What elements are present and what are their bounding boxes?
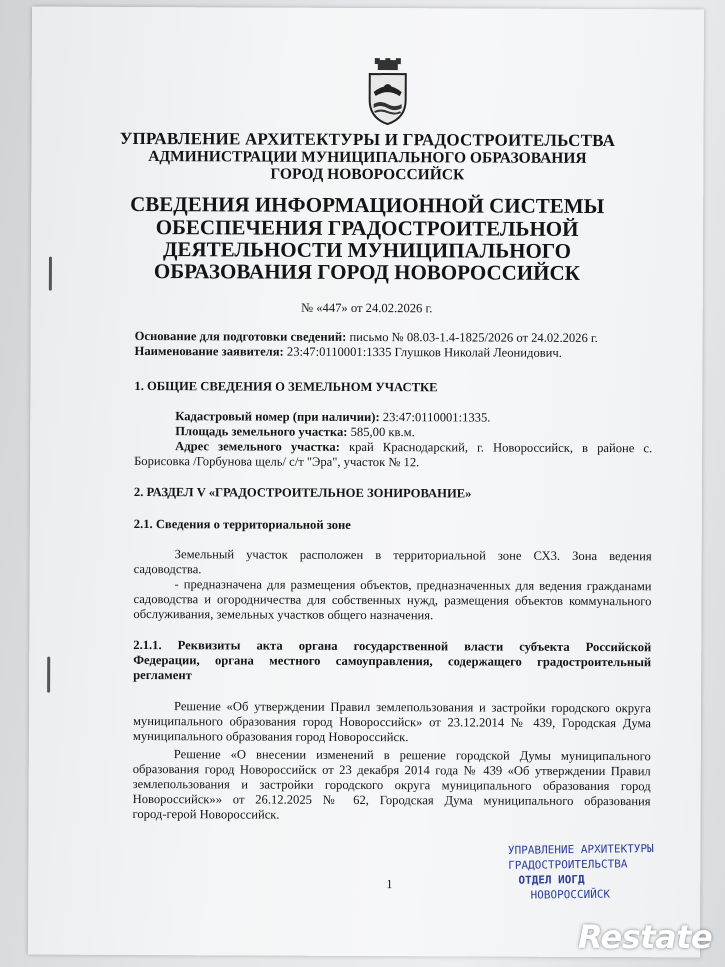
stamp-line-4: НОВОРОССИЙСК xyxy=(530,887,611,902)
title-line-3: ДЕЯТЕЛЬНОСТИ МУНИЦИПАЛЬНОГО xyxy=(162,237,572,263)
zone-text-1: Земельный участок расположен в территориальной зоне СХ3. Зона ведения xyxy=(174,547,652,564)
decision-1-line-1: Решение «Об утверждении Правил землепользования и застройки городского округа xyxy=(173,699,652,716)
section-2-title: 2. РАЗДЕЛ V «ГРАДОСТРОИТЕЛЬНОЕ ЗОНИРОВАНИЕ» xyxy=(133,484,472,501)
basis-value: письмо № 08.03-1.4-1825/2026 от 24.02.2026 г. xyxy=(349,329,598,346)
decision-1-line-3: муниципального образования город Новороссийск. xyxy=(132,728,409,745)
area-label: Площадь земельного участка: xyxy=(175,424,348,439)
zone-text-2: садоводства. xyxy=(133,561,202,577)
applicant-value: 23:47:0110001:1335 Глушков Николай Леонидович. xyxy=(286,344,562,360)
area-value: 585,00 кв.м. xyxy=(350,424,415,440)
section-1-title: 1. ОБЩИЕ СВЕДЕНИЯ О ЗЕМЕЛЬНОМ УЧАСТКЕ xyxy=(134,378,438,395)
title-line-2: ОБЕСПЕЧЕНИЯ ГРАДОСТРОИТЕЛЬНОЙ xyxy=(155,215,579,241)
document-number: № «447» от 24.02.2026 г. xyxy=(301,300,433,316)
stamp-line-3: ОТДЕЛ ИОГД xyxy=(518,872,585,887)
area-line xyxy=(175,424,415,440)
decision-2-line-3: землепользования и застройки городского округа муниципального образования город xyxy=(132,776,651,794)
decision-2-line-1: Решение «О внесении изменений в решение городской Думы муниципального xyxy=(173,747,651,764)
section-2-1-1-title-3: регламент xyxy=(133,667,192,683)
purpose-text-3: обслуживания, земельных участков общего назначения. xyxy=(133,606,434,623)
decision-2-line-4: Новороссийск»» от 26.12.2025 № 62, Городская Дума муниципального образования xyxy=(132,791,651,809)
stamp-line-2: ГРАДОСТРОИТЕЛЬСТВА xyxy=(508,857,628,872)
city-coat-of-arms xyxy=(366,58,410,126)
department-stamp xyxy=(508,841,659,903)
applicant-line xyxy=(135,344,562,361)
issuer-line-2: АДМИНИСТРАЦИИ МУНИЦИПАЛЬНОГО ОБРАЗОВАНИЯ xyxy=(148,148,587,167)
basis-label: Основание для подготовки сведений: xyxy=(134,328,347,344)
issuer-line-1: УПРАВЛЕНИЕ АРХИТЕКТУРЫ И ГРАДОСТРОИТЕЛЬСТВА xyxy=(119,128,616,151)
cadastral-value: 23:47:0110001:1335. xyxy=(382,410,491,425)
staple xyxy=(47,657,50,693)
address-line-2: Борисовка /Горбунова щель/ с/т "Эра", участок № 12. xyxy=(134,453,420,470)
section-2-1-1-title-2: Федерации, органа местного самоуправления, содержащего градостроительный xyxy=(133,652,652,670)
page-number: 1 xyxy=(386,877,393,892)
restate-watermark: Restate xyxy=(578,918,713,956)
cadastral-line xyxy=(175,409,490,425)
address-value: край Краснодарский, г. Новороссийск, в районе с. xyxy=(348,439,653,456)
stamp-line-1: УПРАВЛЕНИЕ АРХИТЕКТУРЫ xyxy=(507,842,654,857)
decision-2-line-2: образования город Новороссийск от 23 декабря 2014 года № 439 «Об утверждении Правил xyxy=(132,761,651,779)
title-line-1: СВЕДЕНИЯ ИНФОРМАЦИОННОЙ СИСТЕМЫ xyxy=(130,191,605,219)
section-2-1-1-title-1: 2.1.1. Реквизиты акта органа государственной власти субъекта Российской xyxy=(133,637,652,655)
address-label: Адрес земельного участка: xyxy=(175,439,340,454)
cadastral-label: Кадастровый номер (при наличии): xyxy=(175,409,380,425)
title-line-4: ОБРАЗОВАНИЯ ГОРОД НОВОРОССИЙСК xyxy=(153,259,580,285)
decision-1-line-2: муниципального образования город Новороссийск» от 23.12.2014 № 439, Городская Дума xyxy=(132,713,651,731)
section-2-1-title: 2.1. Сведения о территориальной зоне xyxy=(133,516,351,532)
purpose-text-2: садоводства и огородничества для собственных нужд, размещения объектов коммунального xyxy=(133,591,652,609)
decision-2-line-5: город-герой Новороссийск. xyxy=(132,806,280,822)
purpose-text-1: - предназначена для размещения объектов, предназначенных для ведения гражданами xyxy=(174,577,652,594)
issuer-line-3: ГОРОД НОВОРОССИЙСК xyxy=(270,165,465,184)
document-page xyxy=(28,7,704,958)
applicant-label: Наименование заявителя: xyxy=(134,343,284,359)
